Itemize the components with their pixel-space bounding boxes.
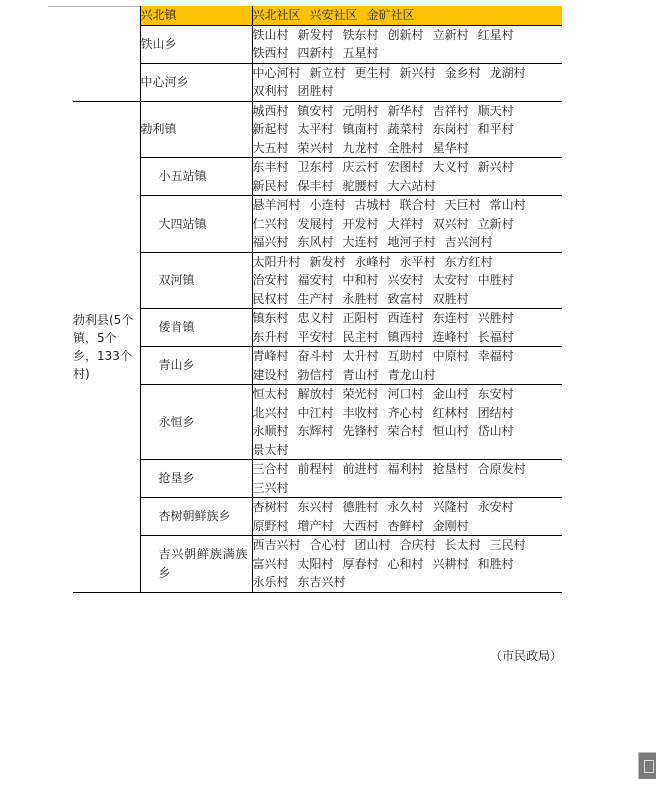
village-name: 增产村 bbox=[297, 518, 334, 533]
village-line bbox=[253, 347, 563, 366]
town-name: 铁山乡 bbox=[140, 25, 252, 63]
village-line bbox=[253, 290, 563, 309]
village-name: 吉兴河村 bbox=[444, 235, 493, 249]
town-name: 兴北镇 bbox=[140, 6, 252, 25]
village-name: 兴胜村 bbox=[477, 311, 514, 325]
village-line bbox=[253, 120, 563, 139]
village-name: 五星村 bbox=[342, 46, 379, 60]
town-name: 永恒乡 bbox=[140, 385, 252, 460]
village-name: 东丰村 bbox=[252, 160, 289, 174]
village-name: 太阳村 bbox=[297, 556, 334, 571]
table-row bbox=[73, 6, 562, 25]
village-name: 双利村 bbox=[252, 84, 289, 98]
village-list bbox=[252, 158, 562, 196]
village-name: 永平村 bbox=[399, 254, 436, 269]
village-name: 东岗村 bbox=[432, 122, 469, 136]
village-name: 永顺村 bbox=[252, 424, 289, 438]
village-name: 杏鲜村 bbox=[387, 518, 424, 533]
village-line bbox=[253, 233, 563, 252]
town-name: 中心河乡 bbox=[140, 63, 252, 101]
table-row bbox=[73, 158, 562, 196]
village-name: 四新村 bbox=[297, 46, 334, 60]
village-name: 铁东村 bbox=[342, 27, 379, 42]
village-list bbox=[252, 196, 562, 253]
village-list bbox=[252, 536, 562, 593]
village-name: 荣光村 bbox=[342, 387, 379, 401]
village-name: 镇东村 bbox=[252, 311, 289, 325]
village-name: 镇西村 bbox=[387, 329, 424, 344]
village-name: 古城村 bbox=[354, 198, 391, 212]
village-line bbox=[253, 177, 563, 196]
village-name: 太安村 bbox=[432, 273, 469, 287]
village-name: 太阳升村 bbox=[252, 254, 301, 269]
village-name: 新发村 bbox=[309, 254, 346, 269]
village-name: 东吉兴村 bbox=[297, 575, 346, 589]
village-name: 兴安社区 bbox=[309, 8, 358, 22]
table-row bbox=[73, 196, 562, 253]
village-line bbox=[253, 102, 563, 121]
village-name: 治安村 bbox=[252, 273, 289, 287]
village-name: 幸福村 bbox=[477, 349, 514, 363]
village-name: 常山村 bbox=[489, 198, 526, 212]
village-name: 新兴村 bbox=[477, 160, 514, 174]
village-name: 金矿社区 bbox=[366, 8, 415, 22]
village-name: 景太村 bbox=[252, 442, 289, 457]
village-name: 西连村 bbox=[387, 311, 424, 325]
village-name: 先锋村 bbox=[342, 424, 379, 438]
village-name: 红林村 bbox=[432, 405, 469, 420]
table-row bbox=[73, 498, 562, 536]
town-name: 小五站镇 bbox=[140, 158, 252, 196]
village-name: 永峰村 bbox=[354, 254, 391, 269]
village-name: 岱山村 bbox=[477, 424, 514, 438]
village-name: 心和村 bbox=[387, 556, 424, 571]
village-name: 金刚村 bbox=[432, 518, 469, 533]
village-list bbox=[252, 6, 562, 25]
village-name: 河口村 bbox=[387, 387, 424, 401]
table-row bbox=[73, 309, 562, 347]
village-name: 原野村 bbox=[252, 518, 289, 533]
village-name: 太平村 bbox=[297, 122, 334, 136]
village-name: 东兴村 bbox=[297, 500, 334, 514]
village-line bbox=[253, 536, 563, 555]
village-name: 星华村 bbox=[432, 140, 469, 155]
village-name: 全胜村 bbox=[387, 140, 424, 155]
village-name: 发展村 bbox=[297, 216, 334, 231]
village-name: 奋斗村 bbox=[297, 349, 334, 363]
village-name: 齐心村 bbox=[387, 405, 424, 420]
village-name: 中江村 bbox=[297, 405, 334, 420]
village-line bbox=[253, 64, 563, 83]
town-name: 抢垦乡 bbox=[140, 460, 252, 498]
village-name: 铁山村 bbox=[252, 27, 289, 42]
village-list bbox=[252, 252, 562, 309]
village-list bbox=[252, 347, 562, 385]
village-name: 蔬菜村 bbox=[387, 122, 424, 136]
village-line bbox=[253, 422, 563, 441]
table-row bbox=[73, 63, 562, 101]
village-list bbox=[252, 25, 562, 63]
village-name: 东安村 bbox=[477, 387, 514, 401]
village-name: 城西村 bbox=[252, 103, 289, 118]
village-name: 和胜村 bbox=[477, 556, 514, 571]
town-name: 吉兴朝鲜族满族乡 bbox=[140, 536, 252, 593]
village-name: 连峰村 bbox=[432, 329, 469, 344]
village-name: 创新村 bbox=[387, 27, 424, 42]
village-line bbox=[253, 441, 563, 460]
village-name: 厚春村 bbox=[342, 556, 379, 571]
town-name: 勃利镇 bbox=[140, 101, 252, 158]
village-name: 杏树村 bbox=[252, 500, 289, 514]
village-name: 红星村 bbox=[477, 27, 514, 42]
village-name: 新华村 bbox=[387, 103, 424, 118]
village-name: 合庆村 bbox=[399, 538, 436, 552]
village-line bbox=[253, 26, 563, 45]
village-name: 民主村 bbox=[342, 329, 379, 344]
village-line bbox=[253, 196, 563, 215]
village-name: 卫东村 bbox=[297, 160, 334, 174]
village-name: 忠义村 bbox=[297, 311, 334, 325]
village-name: 东风村 bbox=[297, 235, 334, 249]
village-list bbox=[252, 498, 562, 536]
village-name: 荣兴村 bbox=[297, 140, 334, 155]
village-name: 永乐村 bbox=[252, 575, 289, 589]
village-name: 解放村 bbox=[297, 387, 334, 401]
county-cell-upper bbox=[73, 6, 140, 101]
village-name: 金乡村 bbox=[444, 65, 481, 80]
village-name: 福安村 bbox=[297, 273, 334, 287]
village-name: 团胜村 bbox=[297, 84, 334, 98]
village-name: 开发村 bbox=[342, 216, 379, 231]
village-name: 东升村 bbox=[252, 329, 289, 344]
village-list bbox=[252, 101, 562, 158]
village-name: 联合村 bbox=[399, 198, 436, 212]
village-line bbox=[253, 158, 563, 177]
table-row bbox=[73, 25, 562, 63]
village-name: 顺天村 bbox=[477, 103, 514, 118]
village-name: 元明村 bbox=[342, 103, 379, 118]
village-line bbox=[253, 139, 563, 158]
village-name: 三合村 bbox=[252, 462, 289, 476]
village-name: 镇安村 bbox=[297, 103, 334, 118]
village-name: 龙湖村 bbox=[489, 65, 526, 80]
village-name: 平安村 bbox=[297, 329, 334, 344]
village-name: 西吉兴村 bbox=[252, 538, 301, 552]
village-name: 更生村 bbox=[354, 65, 391, 80]
table-row bbox=[73, 460, 562, 498]
village-name: 东辉村 bbox=[297, 424, 334, 438]
village-name: 大六站村 bbox=[387, 178, 436, 193]
village-name: 兴北社区 bbox=[252, 8, 301, 22]
village-name: 团结村 bbox=[477, 405, 514, 420]
village-line bbox=[253, 309, 563, 328]
town-name: 倭肯镇 bbox=[140, 309, 252, 347]
village-line bbox=[253, 82, 563, 101]
village-name: 宏图村 bbox=[387, 160, 424, 174]
village-name: 互助村 bbox=[387, 349, 424, 363]
village-name: 中原村 bbox=[432, 349, 469, 363]
village-line bbox=[253, 479, 563, 498]
village-name: 永久村 bbox=[387, 500, 424, 514]
village-name: 中和村 bbox=[342, 273, 379, 287]
village-name: 新起村 bbox=[252, 122, 289, 136]
village-name: 立新村 bbox=[432, 27, 469, 42]
village-name: 恒山村 bbox=[432, 424, 469, 438]
village-name: 福兴村 bbox=[252, 235, 289, 249]
village-list bbox=[252, 63, 562, 101]
village-name: 正阳村 bbox=[342, 311, 379, 325]
village-name: 仁兴村 bbox=[252, 216, 289, 231]
village-name: 永胜村 bbox=[342, 291, 379, 306]
village-name: 新民村 bbox=[252, 178, 289, 193]
village-name: 小连村 bbox=[309, 198, 346, 212]
village-name: 保丰村 bbox=[297, 178, 334, 193]
village-line bbox=[253, 555, 563, 574]
table-row bbox=[73, 536, 562, 593]
village-line bbox=[253, 6, 563, 25]
village-name: 中心河村 bbox=[252, 65, 301, 80]
village-name: 建设村 bbox=[252, 367, 289, 382]
village-name: 兴隆村 bbox=[432, 500, 469, 514]
village-line bbox=[253, 573, 563, 592]
village-name: 大连村 bbox=[342, 235, 379, 249]
village-name: 荣合村 bbox=[387, 424, 424, 438]
village-name: 抢垦村 bbox=[432, 462, 469, 476]
village-name: 金山村 bbox=[432, 387, 469, 401]
village-name: 恒太村 bbox=[252, 387, 289, 401]
village-name: 大义村 bbox=[432, 160, 469, 174]
village-line bbox=[253, 385, 563, 404]
village-name: 长太村 bbox=[444, 538, 481, 552]
village-name: 青峰村 bbox=[252, 349, 289, 363]
village-name: 青山村 bbox=[342, 367, 379, 382]
village-name: 兴安村 bbox=[387, 273, 424, 287]
village-name: 东方红村 bbox=[444, 254, 493, 269]
village-name: 和平村 bbox=[477, 122, 514, 136]
town-name: 杏树朝鲜族乡 bbox=[140, 498, 252, 536]
village-name: 福利村 bbox=[387, 462, 424, 476]
village-name: 勃信村 bbox=[297, 367, 334, 382]
village-name: 立新村 bbox=[477, 216, 514, 231]
village-name: 兴耕村 bbox=[432, 556, 469, 571]
village-name: 大西村 bbox=[342, 518, 379, 533]
village-name: 悬羊河村 bbox=[252, 198, 301, 212]
village-line bbox=[253, 404, 563, 423]
village-name: 九龙村 bbox=[342, 140, 379, 155]
village-name: 富兴村 bbox=[252, 556, 289, 571]
village-name: 镇南村 bbox=[342, 122, 379, 136]
village-name: 青龙山村 bbox=[387, 367, 436, 382]
table-body bbox=[73, 6, 562, 592]
village-name: 前程村 bbox=[297, 462, 334, 476]
village-name: 吉祥村 bbox=[432, 103, 469, 118]
village-name: 铁西村 bbox=[252, 46, 289, 60]
village-list bbox=[252, 309, 562, 347]
village-name: 三兴村 bbox=[252, 480, 289, 495]
town-name: 双河镇 bbox=[140, 252, 252, 309]
village-name: 团山村 bbox=[354, 538, 391, 552]
village-name: 永安村 bbox=[477, 500, 514, 514]
village-name: 合原发村 bbox=[477, 462, 526, 476]
village-name: 长福村 bbox=[477, 329, 514, 344]
village-name: 新发村 bbox=[297, 27, 334, 42]
village-name: 三民村 bbox=[489, 538, 526, 552]
village-name: 民权村 bbox=[252, 291, 289, 306]
village-name: 地河子村 bbox=[387, 235, 436, 249]
village-name: 新立村 bbox=[309, 65, 346, 80]
table-row bbox=[73, 385, 562, 460]
village-name: 大五村 bbox=[252, 140, 289, 155]
town-name: 大四站镇 bbox=[140, 196, 252, 253]
village-name: 庆云村 bbox=[342, 160, 379, 174]
table-row bbox=[73, 347, 562, 385]
village-line bbox=[253, 253, 563, 272]
village-line bbox=[253, 498, 563, 517]
county-cell: 勃利县(5个镇，5个乡，133个村) bbox=[73, 101, 140, 592]
village-name: 驼腰村 bbox=[342, 178, 379, 193]
village-line bbox=[253, 328, 563, 347]
village-name: 双兴村 bbox=[432, 216, 469, 231]
village-name: 东连村 bbox=[432, 311, 469, 325]
table-row bbox=[73, 101, 562, 158]
table-row bbox=[73, 252, 562, 309]
village-line bbox=[253, 215, 563, 234]
village-name: 双胜村 bbox=[432, 291, 469, 306]
village-name: 北兴村 bbox=[252, 405, 289, 420]
village-line bbox=[253, 366, 563, 385]
source-note: （市民政局） bbox=[490, 649, 563, 663]
village-list bbox=[252, 385, 562, 460]
village-line bbox=[253, 460, 563, 479]
village-name: 生产村 bbox=[297, 291, 334, 306]
village-name: 天巨村 bbox=[444, 198, 481, 212]
village-list bbox=[252, 460, 562, 498]
village-name: 前进村 bbox=[342, 462, 379, 476]
village-line bbox=[253, 44, 563, 63]
village-name: 致富村 bbox=[387, 291, 424, 306]
village-name: 新兴村 bbox=[399, 65, 436, 80]
village-name: 丰收村 bbox=[342, 405, 379, 420]
village-name: 太升村 bbox=[342, 349, 379, 363]
scroll-tab-icon[interactable] bbox=[638, 752, 656, 779]
village-line bbox=[253, 517, 563, 536]
village-name: 大祥村 bbox=[387, 216, 424, 231]
village-name: 合心村 bbox=[309, 538, 346, 552]
village-name: 德胜村 bbox=[342, 500, 379, 514]
town-name: 青山乡 bbox=[140, 347, 252, 385]
village-line bbox=[253, 271, 563, 290]
village-name: 中胜村 bbox=[477, 273, 514, 287]
admin-division-table bbox=[73, 6, 562, 593]
